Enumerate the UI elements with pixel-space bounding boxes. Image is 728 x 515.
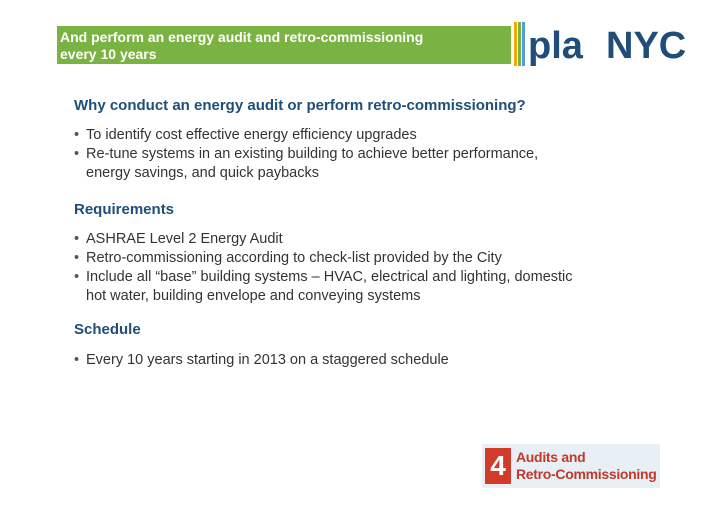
bullet-list-schedule	[74, 351, 574, 370]
section-heading-requirements: Requirements	[74, 201, 175, 218]
bullet-list-why	[74, 126, 574, 183]
list-item: • Include all “base” building systems – HVAC, electrical and lighting, domestic hot water, building envelope and conveying systems	[74, 269, 573, 304]
bullet-dot-icon: •	[74, 231, 80, 247]
slide-title	[60, 29, 510, 63]
list-item: • ASHRAE Level 2 Energy Audit	[74, 231, 283, 247]
bullet-dot-icon: •	[74, 250, 80, 266]
badge-label	[516, 449, 657, 483]
slide-title-bar	[57, 26, 511, 64]
badge-number: 4	[485, 448, 511, 484]
list-item: • To identify cost effective energy efficiency upgrades	[74, 127, 417, 143]
badge-line-2: Retro-Commissioning	[516, 466, 657, 482]
section-heading-schedule: Schedule	[74, 321, 141, 338]
logo-stripe-blue	[522, 22, 525, 66]
slide-title-line-1: And perform an energy audit and retro-commissioning	[60, 29, 424, 45]
list-item: • Every 10 years starting in 2013 on a staggered schedule	[74, 352, 449, 368]
list-item: • Retro-commissioning according to check-list provided by the City	[74, 250, 502, 266]
bullet-dot-icon: •	[74, 146, 80, 162]
logo-stripe-yellow	[514, 22, 517, 66]
bullet-dot-icon: •	[74, 352, 80, 368]
section-badge	[482, 444, 660, 488]
bullet-dot-icon: •	[74, 269, 80, 285]
bullet-dot-icon: •	[74, 127, 80, 143]
logo-text-right: NYC	[606, 25, 687, 67]
slide-title-line-2: every 10 years	[60, 46, 157, 62]
logo-stripe-green	[518, 22, 521, 66]
badge-line-1: Audits and	[516, 449, 586, 465]
list-item: • Re-tune systems in an existing building to achieve better performance, energy savings, and quick paybacks	[74, 146, 539, 181]
bullet-list-requirements	[74, 230, 574, 306]
section-heading-why: Why conduct an energy audit or perform retro-commissioning?	[74, 97, 526, 114]
logo-text-left: pla	[528, 25, 583, 67]
plannyc-logo	[514, 22, 687, 67]
